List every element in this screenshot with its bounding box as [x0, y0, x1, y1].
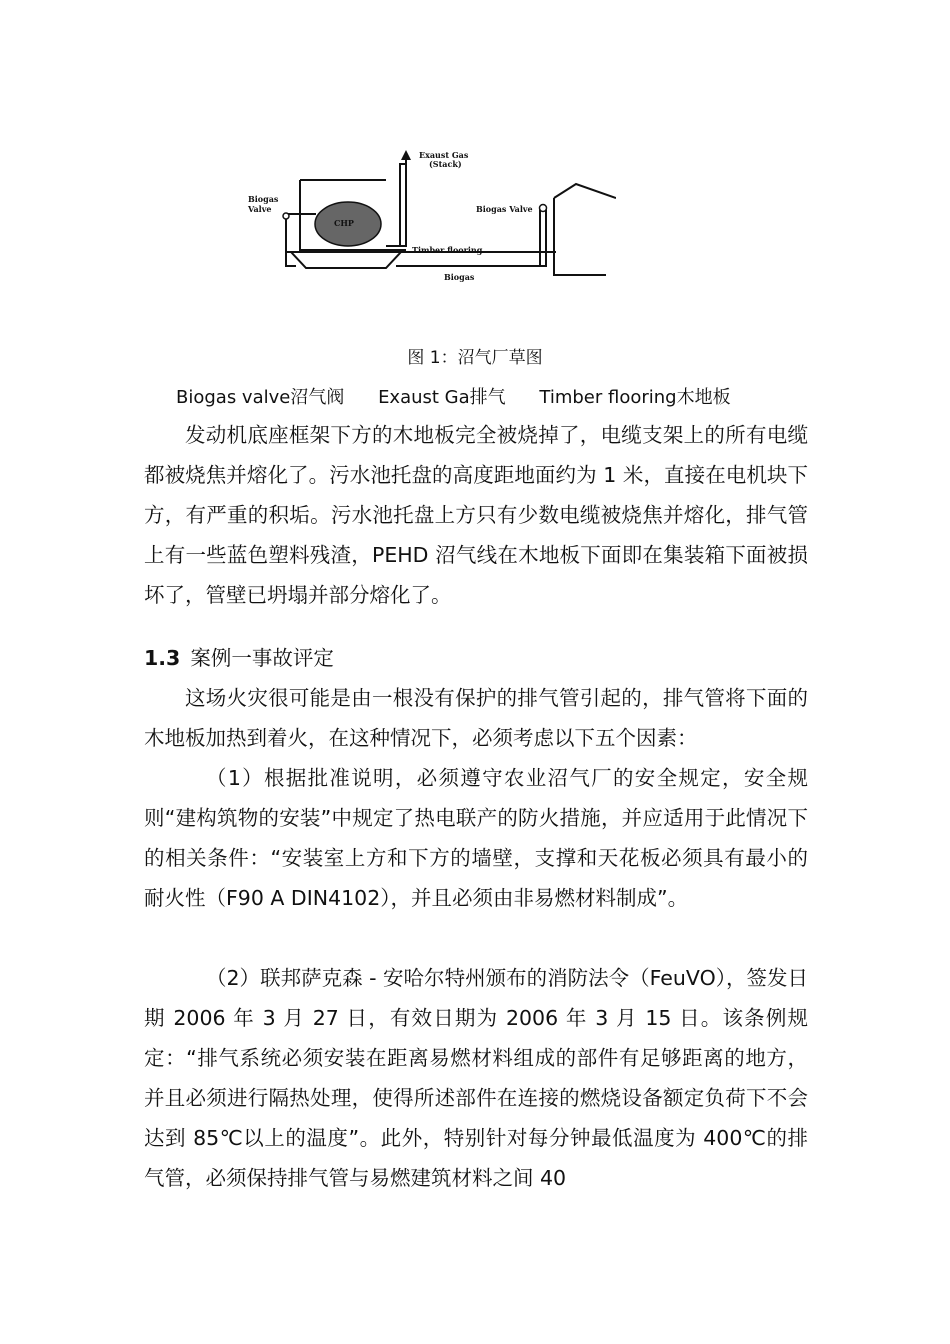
paragraph-factor-2: （2）联邦萨克森 - 安哈尔特州颁布的消防法令（FeuVO），签发日期 2006 年 3 月 27 日，有效日期为 2006 年 3 月 15 日。该条例规定：“排气系统必须安装在距离易燃材料组成的部件有足够距离的地方，并且必须进行隔热处理，使得所述部件在连接的燃烧设备额定负荷下不会达到 85℃以上的温度”。此外，特别针对每分钟最低温度为 400℃的排气管，必须保持排气管与易燃建筑材料之间 40: [144, 966, 808, 1190]
biogas-plant-sketch: [236, 140, 616, 290]
right-valve-icon: [540, 205, 547, 212]
pit: [291, 252, 401, 268]
paragraph-cause: 这场火灾很可能是由一根没有保护的排气管引起的，排气管将下面的木地板加热到着火，在这种情况下，必须考虑以下五个因素：: [144, 686, 808, 750]
paragraph-factor-1: （1）根据批准说明，必须遵守农业沼气厂的安全规定，安全规则“建构筑物的安装”中规定了热电联产的防火措施，并应适用于此情况下的相关条件：“安装室上方和下方的墙壁，支撑和天花板必须具有最小的耐火性（F90 A DIN4102），并且必须由非易燃材料制成”。: [144, 766, 808, 910]
exhaust-arrow: [401, 150, 411, 160]
label-stack: (Stack): [429, 159, 462, 169]
section-title: 案例一事故评定: [190, 646, 334, 670]
exhaust-stack: [386, 160, 406, 246]
legend-item-exhaust: Exaust Ga排气: [378, 387, 506, 408]
figure-legend: [176, 383, 759, 409]
section-heading: [144, 642, 334, 674]
paragraph-damage: 发动机底座框架下方的木地板完全被烧掉了，电缆支架上的所有电缆都被烧焦并熔化了。污水池托盘的高度距地面约为 1 米，直接在电机块下方，有严重的积垢。污水池托盘上方只有少数电缆被烧焦并熔化，排气管上有一些蓝色塑料残渣，PEHD 沼气线在木地板下面即在集装箱下面被损坏了，管壁已坍塌并部分熔化了。: [144, 423, 808, 607]
label-biogas: Biogas: [444, 272, 475, 282]
left-valve-icon: [283, 213, 289, 219]
figure-caption: 图 1：沼气厂草图: [407, 348, 543, 368]
label-valve-left: Valve: [248, 204, 272, 214]
label-chp: CHP: [334, 218, 354, 228]
label-exhaust-gas: Exaust Gas: [419, 150, 469, 160]
label-biogas-left: Biogas: [248, 194, 279, 204]
right-building: [554, 184, 616, 275]
label-biogas-valve-right: Biogas Valve: [476, 204, 533, 214]
legend-item-timber: Timber flooring木地板: [539, 387, 731, 408]
label-timber-flooring: Timber flooring: [412, 245, 483, 255]
legend-item-biogas-valve: Biogas valve沼气阀: [176, 387, 345, 408]
section-number: 1.3: [144, 646, 181, 670]
